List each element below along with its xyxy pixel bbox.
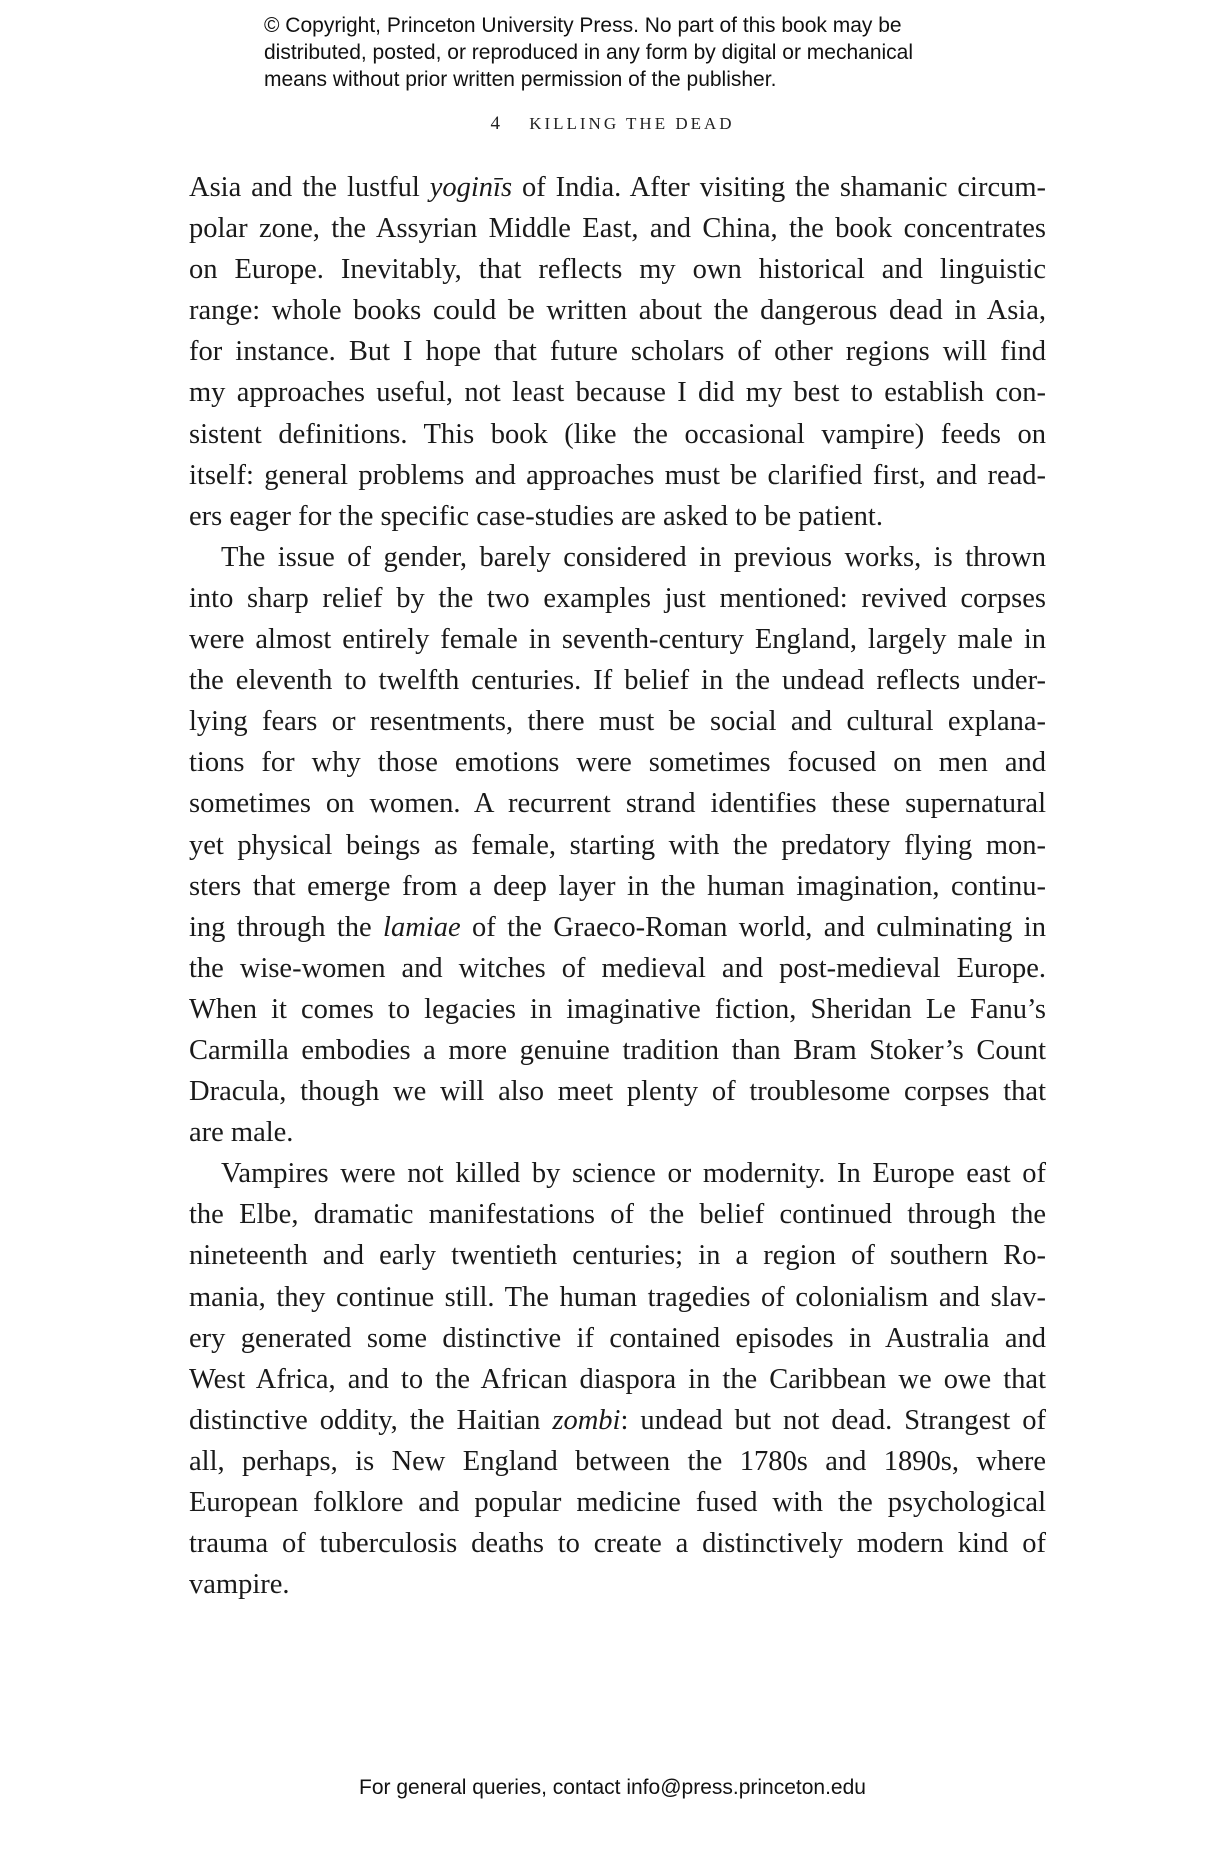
paragraph-line [189,1153,1046,1194]
copyright-line: means without prior written permission of the publisher. [264,68,777,91]
paragraph-line [189,1564,1046,1605]
copyright-line: distributed, posted, or reproduced in any form by digital or mechanical [264,41,914,64]
paragraph-line [189,1071,1046,1112]
paragraph-line [189,290,1046,331]
page-number: 4 [490,113,500,134]
paragraph-line [189,742,1046,783]
line-text: tions for why those emotions were sometimes focused on men and [189,747,1046,779]
line-text: yet physical beings as female, starting with the predatory flying mon- [189,829,1046,861]
line-text: sters that emerge from a deep layer in the human imagination, continu- [189,870,1046,902]
line-text: ing through the [189,911,384,943]
paragraph-line [189,1400,1046,1441]
line-text: : undead but not dead. Strangest of [620,1404,1046,1436]
line-text: of the Graeco-Roman world, and culminating in [460,911,1046,943]
line-text: all, perhaps, is New England between the 1780s and 1890s, where [189,1445,1046,1477]
paragraph-line [189,537,1046,578]
paragraph-line [189,907,1046,948]
paragraph-line [189,1235,1046,1276]
paragraph-line [189,1277,1046,1318]
line-text: ers eager for the specific case-studies are asked to be patient. [189,500,883,532]
paragraph-line [189,331,1046,372]
line-text: West Africa, and to the African diaspora in the Caribbean we owe that [189,1363,1046,1395]
italic-term: yoginīs [429,172,513,203]
line-text: Asia and the lustful [189,172,430,203]
paragraph-line [189,948,1046,989]
line-text: polar zone, the Assyrian Middle East, and China, the book concentrates [189,213,1046,245]
italic-term: zombi [552,1404,621,1436]
line-text: The issue of gender, barely considered in previous works, is thrown [221,541,1046,573]
paragraph-line [189,455,1046,496]
line-text: trauma of tuberculosis deaths to create a distinctively modern kind of [189,1528,1046,1560]
paragraph-line [189,414,1046,455]
line-text: into sharp relief by the two examples just mentioned: revived corpses [189,582,1046,614]
line-text: itself: general problems and approaches must be clarified first, and read- [189,459,1046,491]
paragraph-line [189,167,1046,208]
line-text: range: whole books could be written about the dangerous dead in Asia, [189,295,1046,327]
line-text: nineteenth and early twentieth centuries; in a region of southern Ro- [189,1240,1046,1272]
line-text: the wise-women and witches of medieval and post-medieval Europe. [189,952,1046,984]
italic-term: lamiae [383,911,461,943]
paragraph-line [189,1523,1046,1564]
paragraph-line [189,619,1046,660]
paragraph-line [189,1482,1046,1523]
line-text: vampire. [189,1569,290,1601]
line-text: on Europe. Inevitably, that reflects my own historical and linguistic [189,254,1046,286]
copyright-line: © Copyright, Princeton University Press. No part of this book may be [264,14,902,37]
paragraph-line [189,783,1046,824]
line-text: the Elbe, dramatic manifestations of the belief continued through the [189,1199,1046,1231]
line-text: my approaches useful, not least because I did my best to establish con- [189,377,1046,409]
line-text: are male. [189,1117,294,1149]
line-text: Dracula, though we will also meet plenty of troublesome corpses that [189,1076,1046,1108]
paragraph-line [189,249,1046,290]
line-text: were almost entirely female in seventh-century England, largely male in [189,624,1046,656]
paragraph-line [189,866,1046,907]
line-text: distinctive oddity, the Haitian [189,1404,553,1436]
running-head [0,113,1225,135]
paragraph-line [189,1112,1046,1153]
paragraph-line [189,372,1046,413]
line-text: ery generated some distinctive if contained episodes in Australia and [189,1322,1046,1354]
paragraph-line [189,1359,1046,1400]
line-text: for instance. But I hope that future scholars of other regions will find [189,336,1046,368]
paragraph-line [189,660,1046,701]
line-text: sistent definitions. This book (like the occasional vampire) feeds on [189,418,1046,450]
line-text: When it comes to legacies in imaginative fiction, Sheridan Le Fanu’s [189,993,1046,1025]
running-head-title: KILLING THE DEAD [529,114,735,133]
paragraph-line [189,701,1046,742]
line-text: of India. After visiting the shamanic circum- [512,172,1047,203]
line-text: sometimes on women. A recurrent strand identifies these supernatural [189,788,1046,820]
paragraph-line [189,989,1046,1030]
paragraph-line [189,578,1046,619]
copyright-notice [264,12,984,93]
line-text: lying fears or resentments, there must be social and cultural explana- [189,706,1046,738]
paragraph-line [189,1030,1046,1071]
line-text: Carmilla embodies a more genuine tradition than Bram Stoker’s Count [189,1034,1046,1066]
paragraph-line [189,825,1046,866]
line-text: the eleventh to twelfth centuries. If belief in the undead reflects under- [189,665,1046,697]
paragraph-line [189,496,1046,537]
line-text: Vampires were not killed by science or modernity. In Europe east of [221,1158,1046,1190]
line-text: mania, they continue still. The human tragedies of colonialism and slav- [189,1281,1046,1313]
paragraph-line [189,1318,1046,1359]
paragraph-line [189,1441,1046,1482]
paragraph-line [189,208,1046,249]
body-text [189,167,1046,1605]
line-text: European folklore and popular medicine fused with the psychological [189,1487,1046,1518]
paragraph-line [189,1194,1046,1235]
footer-contact: For general queries, contact info@press.princeton.edu [359,1776,866,1799]
